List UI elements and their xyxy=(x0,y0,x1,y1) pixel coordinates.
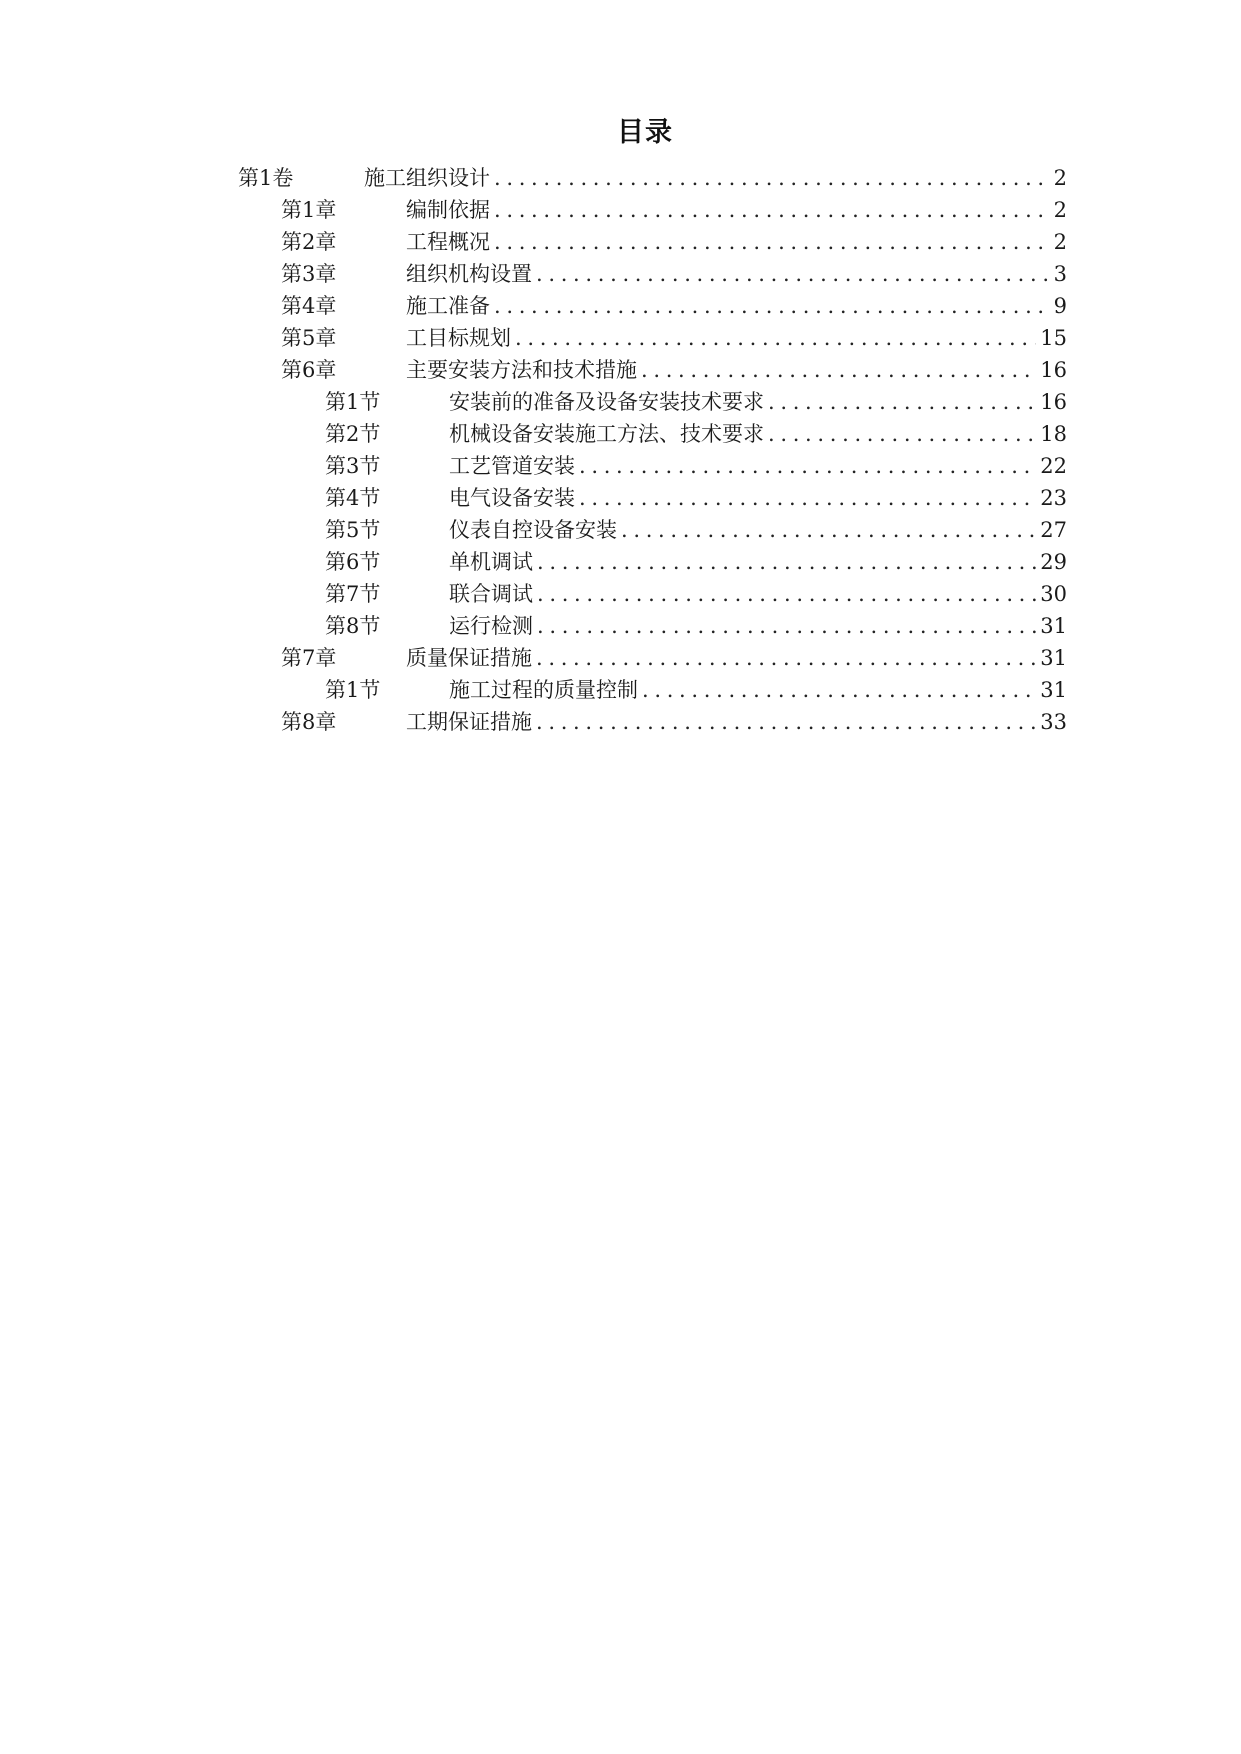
toc-entry-title: 工程概况 xyxy=(406,230,490,254)
toc-entry-page: 16 xyxy=(1040,390,1067,414)
toc-entry-chapter[interactable] xyxy=(281,288,1067,320)
toc-entry-title: 联合调试 xyxy=(449,582,533,606)
toc-entry-number: 第2节 xyxy=(325,422,381,446)
toc-entry-number: 第7节 xyxy=(325,582,381,606)
toc-entry-chapter[interactable] xyxy=(281,704,1067,736)
toc-entry-number: 第5节 xyxy=(325,518,381,542)
toc-entry-page: 2 xyxy=(1053,198,1067,222)
toc-dot-leader xyxy=(536,708,1036,736)
toc-entry-title: 工目标规划 xyxy=(406,326,511,350)
toc-entry-title: 机械设备安装施工方法、技术要求 xyxy=(449,422,764,446)
toc-entry-title: 仪表自控设备安装 xyxy=(449,518,617,542)
toc-dot-leader xyxy=(515,324,1036,352)
toc-entry-title: 安装前的准备及设备安装技术要求 xyxy=(449,390,764,414)
toc-entry-title: 工期保证措施 xyxy=(406,710,532,734)
toc-entry-section[interactable] xyxy=(325,672,1067,704)
toc-entry-title: 编制依据 xyxy=(406,198,490,222)
toc-dot-leader xyxy=(768,388,1036,416)
toc-dot-leader xyxy=(494,228,1050,256)
toc-entry-chapter[interactable] xyxy=(281,192,1067,224)
toc-entry-section[interactable] xyxy=(325,544,1067,576)
toc-entry-page: 23 xyxy=(1040,486,1067,510)
toc-entry-number: 第6节 xyxy=(325,550,381,574)
toc-entry-section[interactable] xyxy=(325,576,1067,608)
toc-dot-leader xyxy=(537,612,1036,640)
toc-entry-section[interactable] xyxy=(325,480,1067,512)
toc-entry-page: 33 xyxy=(1040,710,1067,734)
toc-entry-section[interactable] xyxy=(325,608,1067,640)
toc-dot-leader xyxy=(494,196,1050,224)
toc-entry-number: 第8章 xyxy=(281,710,337,734)
toc-entry-page: 22 xyxy=(1040,454,1067,478)
toc-dot-leader xyxy=(579,452,1036,480)
toc-entry-number: 第3节 xyxy=(325,454,381,478)
toc-entry-title: 施工过程的质量控制 xyxy=(449,678,638,702)
toc-entry-chapter[interactable] xyxy=(281,640,1067,672)
toc-entry-title: 施工组织设计 xyxy=(364,166,490,190)
toc-dot-leader xyxy=(641,356,1036,384)
toc-entry-number: 第6章 xyxy=(281,358,337,382)
toc-entry-number: 第1节 xyxy=(325,678,381,702)
toc-entry-number: 第4章 xyxy=(281,294,337,318)
toc-entry-number: 第3章 xyxy=(281,262,337,286)
toc-entry-page: 15 xyxy=(1040,326,1067,350)
toc-entry-title: 组织机构设置 xyxy=(406,262,532,286)
toc-dot-leader xyxy=(579,484,1036,512)
toc-entry-page: 30 xyxy=(1040,582,1067,606)
toc-entry-title: 质量保证措施 xyxy=(406,646,532,670)
toc-entry-volume[interactable] xyxy=(238,160,1067,192)
toc-dot-leader xyxy=(537,548,1036,576)
toc-entry-section[interactable] xyxy=(325,416,1067,448)
toc-entry-page: 29 xyxy=(1040,550,1067,574)
toc-entry-page: 31 xyxy=(1040,646,1067,670)
toc-dot-leader xyxy=(642,676,1036,704)
toc-entry-title: 运行检测 xyxy=(449,614,533,638)
toc-entry-page: 2 xyxy=(1053,166,1067,190)
toc-entry-page: 9 xyxy=(1053,294,1067,318)
toc-dot-leader xyxy=(768,420,1036,448)
toc-entry-number: 第8节 xyxy=(325,614,381,638)
toc-entry-title: 主要安装方法和技术措施 xyxy=(406,358,637,382)
toc-dot-leader xyxy=(537,580,1036,608)
toc-entry-title: 电气设备安装 xyxy=(449,486,575,510)
toc-entry-section[interactable] xyxy=(325,384,1067,416)
toc-entry-chapter[interactable] xyxy=(281,256,1067,288)
toc-dot-leader xyxy=(536,260,1050,288)
toc-entry-chapter[interactable] xyxy=(281,224,1067,256)
toc-entry-number: 第1卷 xyxy=(238,166,294,190)
toc-entry-page: 31 xyxy=(1040,614,1067,638)
toc-entry-section[interactable] xyxy=(325,512,1067,544)
toc-entry-number: 第1章 xyxy=(281,198,337,222)
toc-entry-number: 第2章 xyxy=(281,230,337,254)
toc-entry-title: 施工准备 xyxy=(406,294,490,318)
toc-entry-number: 第7章 xyxy=(281,646,337,670)
toc-entry-page: 31 xyxy=(1040,678,1067,702)
toc-entry-page: 16 xyxy=(1040,358,1067,382)
toc-title: 目录 xyxy=(617,117,673,148)
toc-dot-leader xyxy=(621,516,1036,544)
toc-entry-chapter[interactable] xyxy=(281,352,1067,384)
toc-entry-number: 第5章 xyxy=(281,326,337,350)
toc-entry-page: 3 xyxy=(1053,262,1067,286)
toc-entry-section[interactable] xyxy=(325,448,1067,480)
toc-entry-number: 第4节 xyxy=(325,486,381,510)
toc-entry-chapter[interactable] xyxy=(281,320,1067,352)
toc-dot-leader xyxy=(536,644,1036,672)
toc-entry-title: 工艺管道安装 xyxy=(449,454,575,478)
toc-dot-leader xyxy=(494,292,1050,320)
toc-entry-page: 2 xyxy=(1053,230,1067,254)
toc-dot-leader xyxy=(494,164,1050,192)
toc-entry-page: 18 xyxy=(1040,422,1067,446)
toc-entry-number: 第1节 xyxy=(325,390,381,414)
toc-entry-title: 单机调试 xyxy=(449,550,533,574)
toc-entry-page: 27 xyxy=(1040,518,1067,542)
